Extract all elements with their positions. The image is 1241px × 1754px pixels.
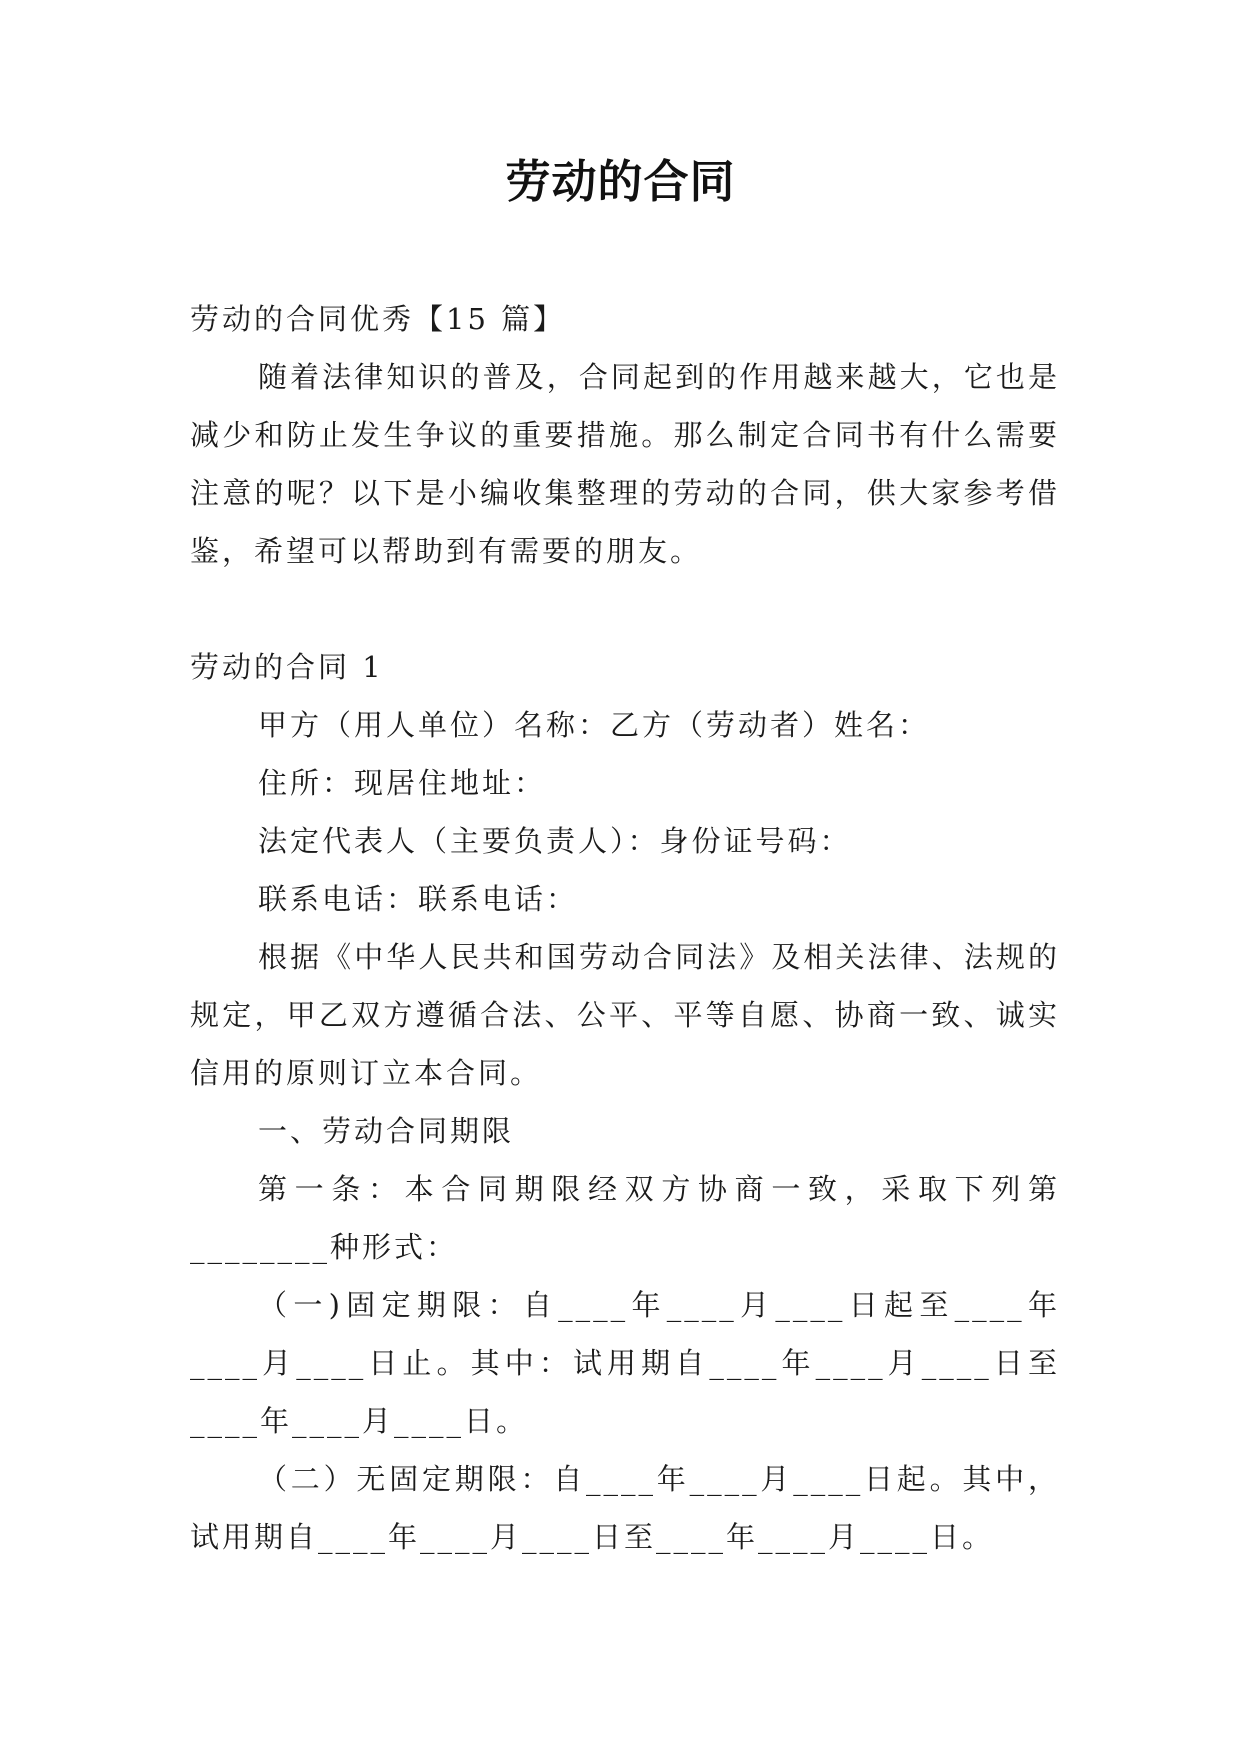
document-title: 劳动的合同: [505, 155, 736, 208]
open-term-paragraph: （二）无固定期限：自____年____月____日起。其中，试用期自____年____月____日至____年____月____日。: [190, 1462, 1060, 1554]
phone-line: 联系电话：联系电话：: [258, 882, 579, 916]
paragraph-gap: [190, 580, 1060, 638]
section-heading: 劳动的合同 1: [190, 650, 384, 684]
representative-line: 法定代表人（主要负责人）：身份证号码：: [258, 824, 852, 858]
document-body: [190, 290, 1060, 1566]
clause-heading: 一、劳动合同期限: [258, 1114, 515, 1148]
fixed-term-paragraph: （一)固定期限：自____年____月____日起至____年____月____日止。其中：试用期自____年____月____日至____年____月____日。: [190, 1288, 1060, 1438]
address-line: 住所：现居住地址：: [258, 766, 547, 800]
basis-paragraph: 根据《中华人民共和国劳动合同法》及相关法律、法规的规定，甲乙双方遵循合法、公平、平等自愿、协商一致、诚实信用的原则订立本合同。: [190, 940, 1060, 1090]
intro-paragraph: 随着法律知识的普及，合同起到的作用越来越大，它也是减少和防止发生争议的重要措施。那么制定合同书有什么需要注意的呢？以下是小编收集整理的劳动的合同，供大家参考借鉴，希望可以帮助到有需要的朋友。: [190, 360, 1060, 568]
party-line: 甲方（用人单位）名称：乙方（劳动者）姓名：: [258, 708, 931, 742]
article-1: 第一条：本合同期限经双方协商一致，采取下列第________种形式：: [190, 1172, 1060, 1264]
document-subtitle: 劳动的合同优秀【15 篇】: [190, 302, 566, 336]
